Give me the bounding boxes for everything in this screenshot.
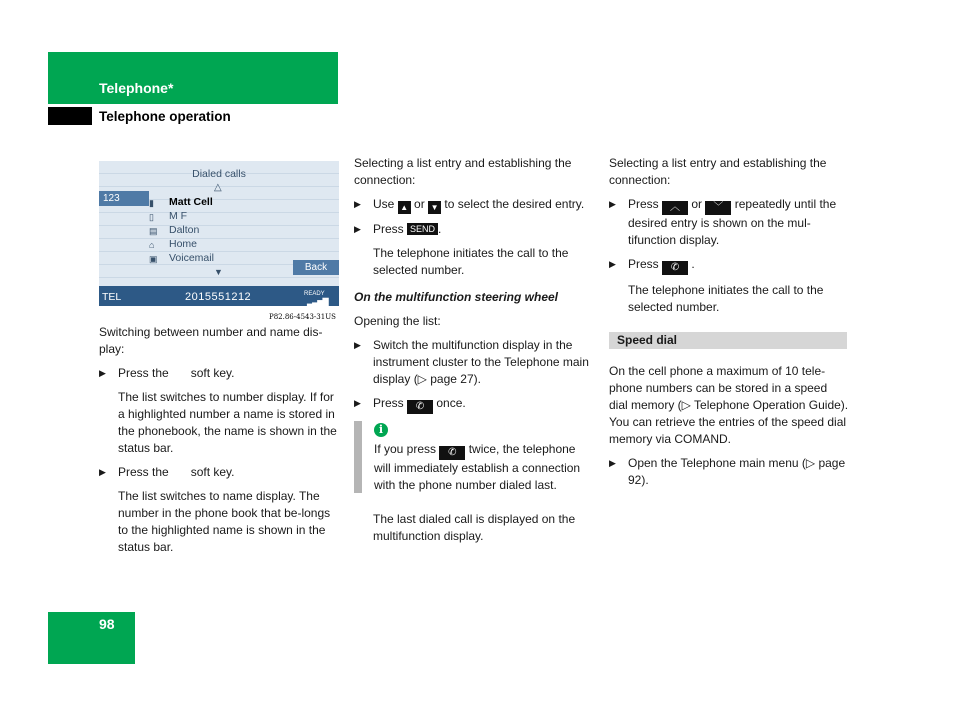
section-marker <box>48 107 92 125</box>
page-number-box <box>48 612 135 664</box>
list-item: Matt Cell <box>169 196 213 208</box>
status-label: TEL <box>102 291 122 303</box>
status-bar <box>99 286 339 306</box>
list-item: M F <box>169 210 188 222</box>
section-title: Telephone operation <box>99 109 231 124</box>
info-note <box>354 421 594 494</box>
step-bullet: ▶ Press ✆ once. <box>354 395 594 414</box>
phone-key-icon: ✆ <box>407 400 433 414</box>
intro-text: Switching between number and name dis-play: <box>99 325 323 356</box>
phone-key-icon: ✆ <box>662 261 688 275</box>
screen-title: Dialed calls <box>192 168 246 180</box>
status-number: 2015551212 <box>185 291 252 303</box>
step-bullet: ▶ Open the Telephone main menu (▷ page 92). <box>609 455 849 489</box>
step-result: The list switches to number display. If for a highlighted number a name is stored in the phonebook, the name is shown in the status bar. <box>118 390 337 455</box>
scroll-down-icon: ▼ <box>214 267 223 277</box>
step-bullet: ▶ Use ▲ or ▼ to select the desired entry. <box>354 196 594 214</box>
list-item: Voicemail <box>169 252 214 264</box>
scroll-down-key-icon: ﹀ <box>705 201 731 215</box>
note-text: If you press ✆ twice, the telephone will immediately establish a connection with the phone number dialed last. <box>374 442 581 492</box>
step-bullet: ▶ Press the soft key. <box>99 365 339 382</box>
office-icon: ▤ <box>149 226 158 236</box>
list-item: Dalton <box>169 224 200 236</box>
info-icon: i <box>374 423 388 437</box>
subheading: On the multifunction steering wheel <box>354 290 559 304</box>
mobile-icon: ▮ <box>149 198 154 208</box>
step-bullet: ▶ Press ✆ . <box>609 256 849 275</box>
scroll-up-key-icon: ︿ <box>662 201 688 215</box>
list-item: Home <box>169 238 198 250</box>
step-bullet: ▶ Press ︿ or ﹀ repeatedly until the desired entry is shown on the mul-tifunction display. <box>609 196 849 249</box>
voicemail-icon: ▣ <box>149 254 158 264</box>
step-bullet: ▶ Press the soft key. <box>99 464 339 481</box>
body-text: On the cell phone a maximum of 10 tele-phone numbers can be stored in a speed dial memory (▷ Telephone Operation Guide). <box>609 364 849 412</box>
phone-key-icon: ✆ <box>439 446 465 460</box>
send-key: SEND <box>407 223 438 235</box>
arrow-down-key-icon: ▼ <box>428 201 441 214</box>
scroll-up-icon: △ <box>214 182 222 193</box>
column-1 <box>99 324 339 563</box>
signal-strength-icon: ▂▃▅▇ <box>307 297 328 306</box>
ready-label: READY <box>304 291 325 297</box>
section-heading: Speed dial <box>609 332 847 349</box>
display-screenshot <box>99 161 339 306</box>
step-bullet: ▶ Press SEND . <box>354 221 594 238</box>
note-bar <box>354 421 362 493</box>
body-text: Opening the list: <box>354 314 441 328</box>
page-number: 98 <box>99 616 115 632</box>
column-3 <box>609 155 849 496</box>
back-softkey: Back <box>293 260 339 275</box>
header-banner <box>48 52 338 104</box>
step-result: The telephone initiates the call to the selected number. <box>628 283 824 314</box>
step-result: The telephone initiates the call to the selected number. <box>373 246 569 277</box>
body-text: The last dialed call is displayed on the multifunction display. <box>373 512 576 543</box>
mobile-icon: ▯ <box>149 212 154 222</box>
intro-text: Selecting a list entry and establishing the connection: <box>609 156 827 187</box>
intro-text: Selecting a list entry and establishing the connection: <box>354 156 572 187</box>
body-text: You can retrieve the entries of the speed dial memory via COMAND. <box>609 415 847 446</box>
image-code: P82.86-4543-31US <box>269 313 336 321</box>
number-softkey: 123 <box>99 191 149 206</box>
chapter-title: Telephone* <box>99 80 174 96</box>
step-result: The list switches to name display. The number in the phone book that be-longs to the highlighted name is shown in the status bar. <box>118 489 331 554</box>
arrow-up-key-icon: ▲ <box>398 201 411 214</box>
home-icon: ⌂ <box>149 240 155 250</box>
column-2 <box>354 155 594 552</box>
step-bullet: ▶ Switch the multifunction display in the instrument cluster to the Telephone main display (▷ page 27). <box>354 337 594 388</box>
